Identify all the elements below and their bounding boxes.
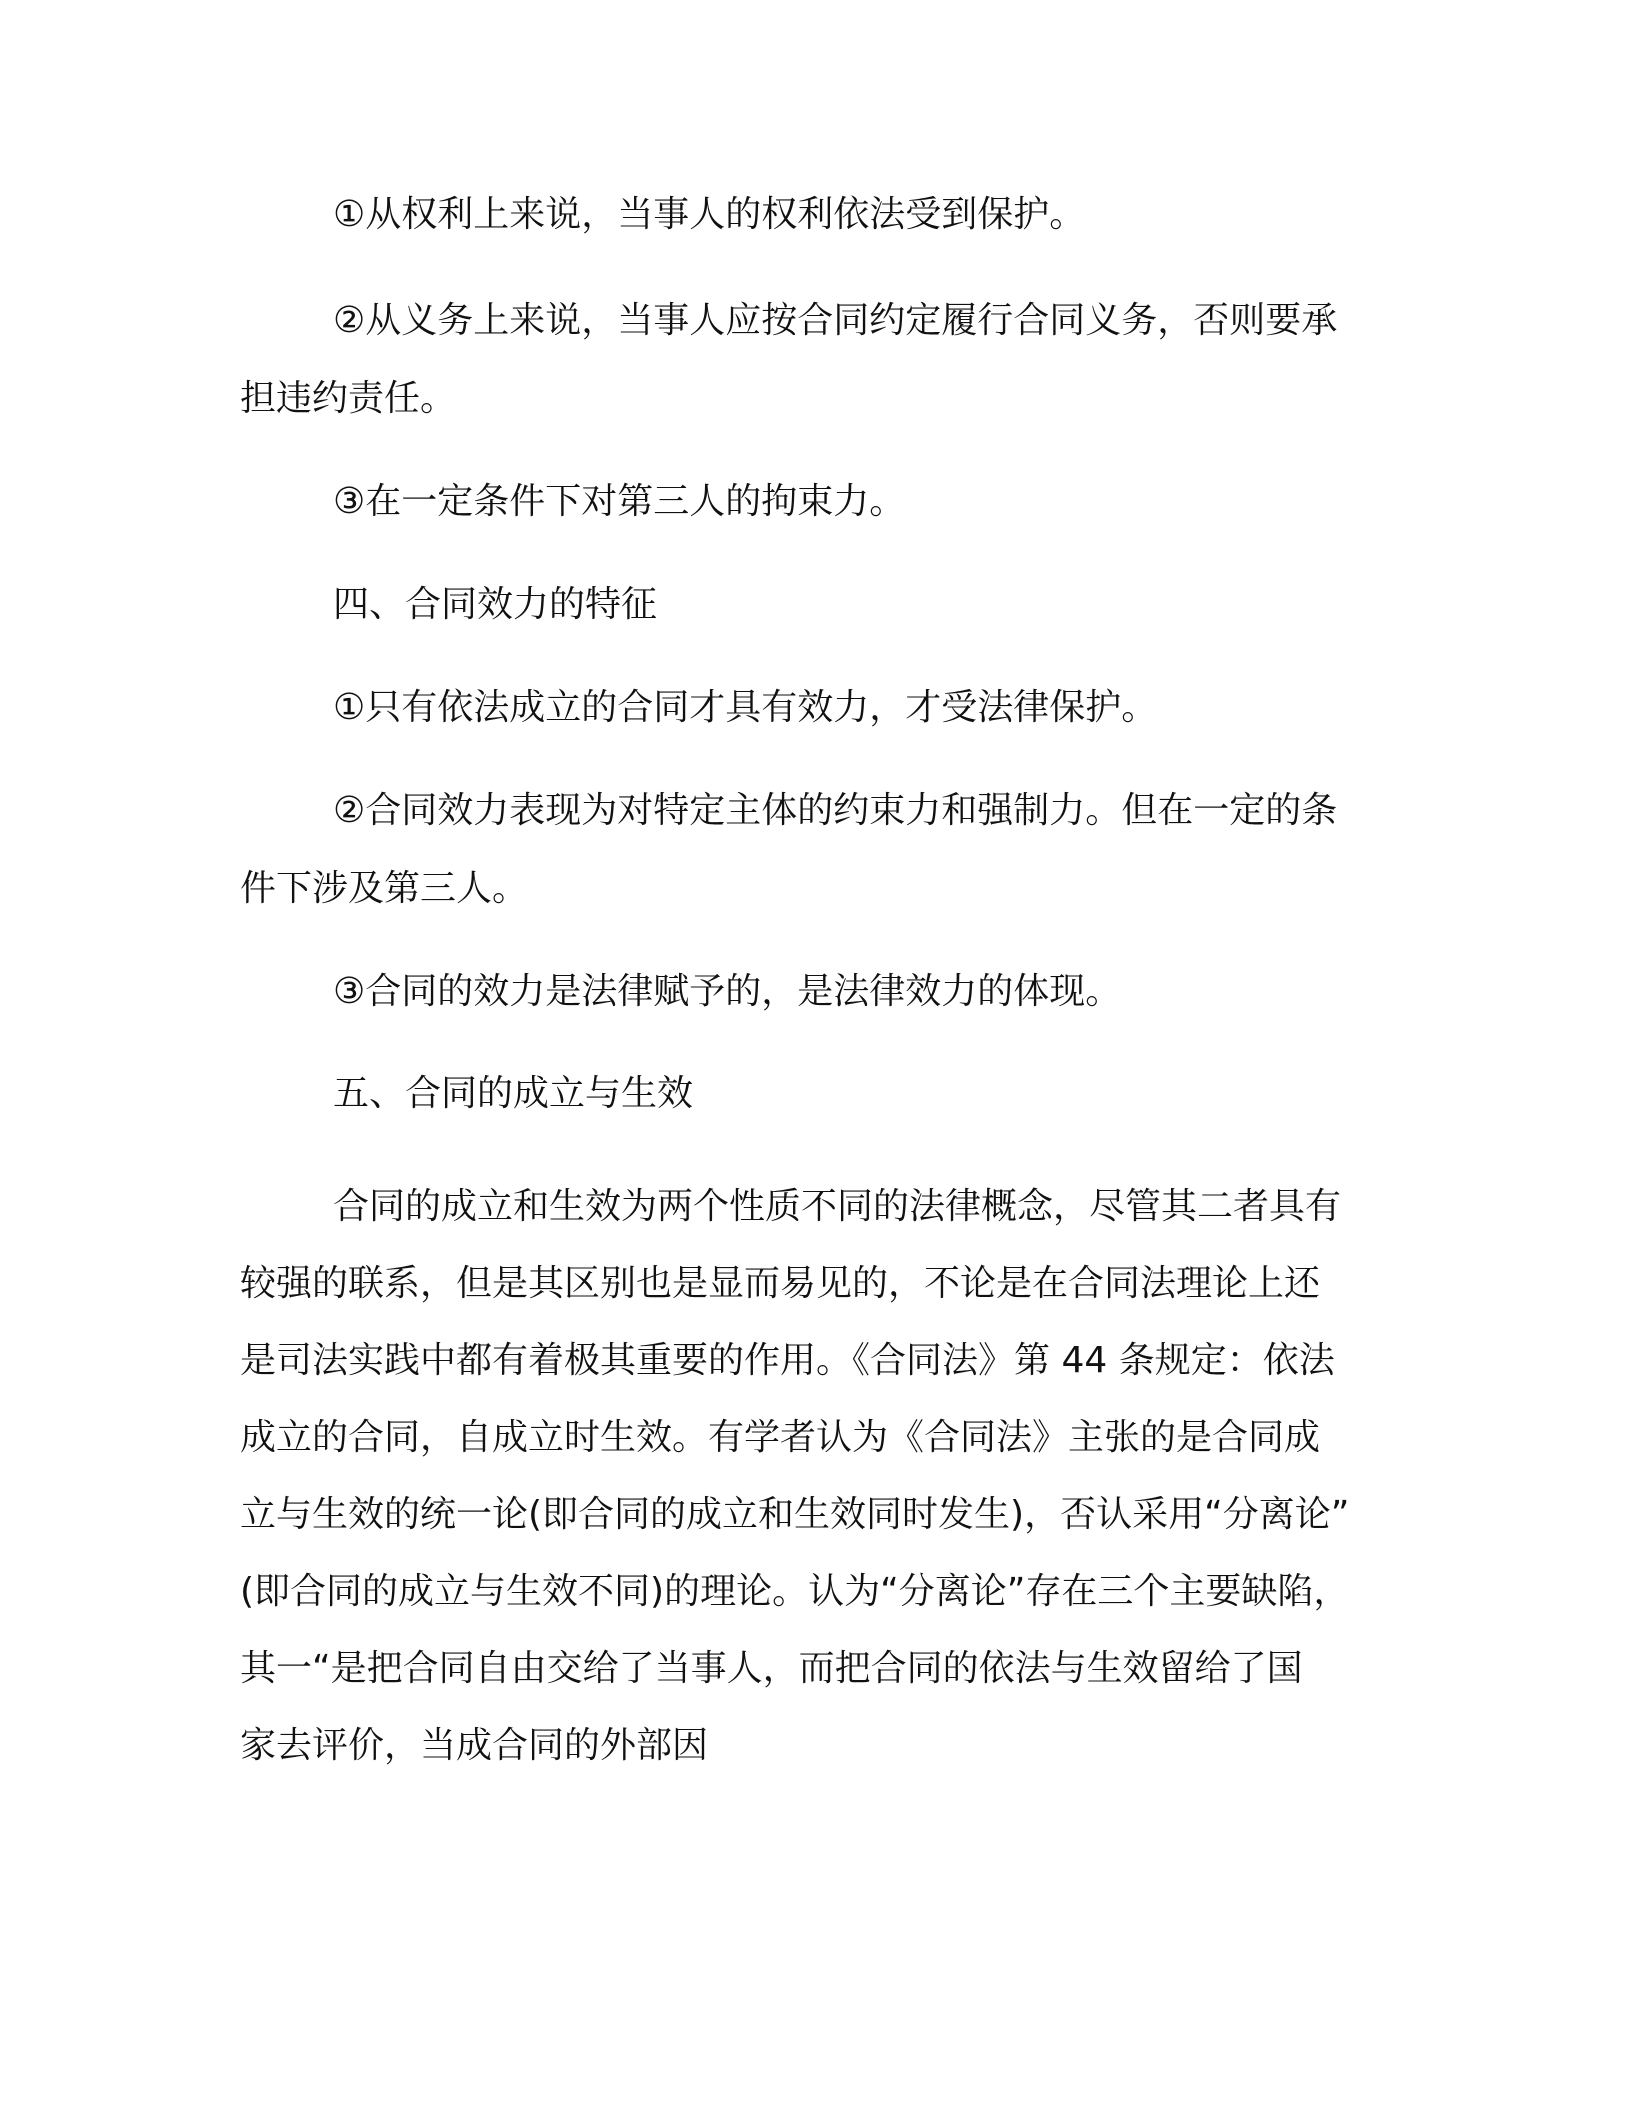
- heading-text: 四、合同效力的特征: [333, 584, 658, 625]
- paragraph-formation-effect: [240, 1178, 1400, 1766]
- text-line: ②从义务上来说，当事人应按合同约定履行合同义务，否则要承: [333, 300, 1338, 341]
- text-line: 立与生效的统一论(即合同的成立和生效同时发生)，否认采用“分离论”: [240, 1494, 1350, 1535]
- text-line: 合同的成立和生效为两个性质不同的法律概念，尽管其二者具有: [333, 1186, 1342, 1227]
- text-line: ②合同效力表现为对特定主体的约束力和强制力。但在一定的条: [333, 790, 1338, 831]
- paragraph-validity-2: [240, 790, 1338, 909]
- paragraph-validity-3: [240, 971, 1122, 1012]
- text-line: 其一“是把合同自由交给了当事人，而把合同的依法与生效留给了国: [240, 1648, 1303, 1689]
- text-line: ③在一定条件下对第三人的拘束力。: [333, 481, 906, 522]
- text-line: 较强的联系，但是其区别也是显而易见的，不论是在合同法理论上还: [240, 1263, 1321, 1304]
- heading-text: 五、合同的成立与生效: [333, 1073, 694, 1114]
- section-heading-4: [240, 584, 658, 625]
- text-line: 是司法实践中都有着极其重要的作用。《合同法》第 44 条规定：依法: [240, 1340, 1335, 1381]
- text-line: ①只有依法成立的合同才具有效力，才受法律保护。: [333, 687, 1158, 728]
- text-line: (即合同的成立与生效不同)的理论。认为“分离论”存在三个主要缺陷，: [240, 1571, 1350, 1612]
- text-line: 件下涉及第三人。: [240, 868, 529, 909]
- paragraph-third-party: [240, 481, 906, 522]
- paragraph-right-protection: [240, 194, 1086, 235]
- text-line: ①从权利上来说，当事人的权利依法受到保护。: [333, 194, 1086, 235]
- section-heading-5: [240, 1073, 694, 1114]
- text-line: 成立的合同，自成立时生效。有学者认为《合同法》主张的是合同成: [240, 1417, 1321, 1458]
- text-line: 家去评价，当成合同的外部因: [240, 1725, 709, 1766]
- paragraph-obligation: [240, 300, 1338, 419]
- paragraph-validity-1: [240, 687, 1158, 728]
- text-line: ③合同的效力是法律赋予的，是法律效力的体现。: [333, 971, 1122, 1012]
- text-line: 担违约责任。: [240, 378, 457, 419]
